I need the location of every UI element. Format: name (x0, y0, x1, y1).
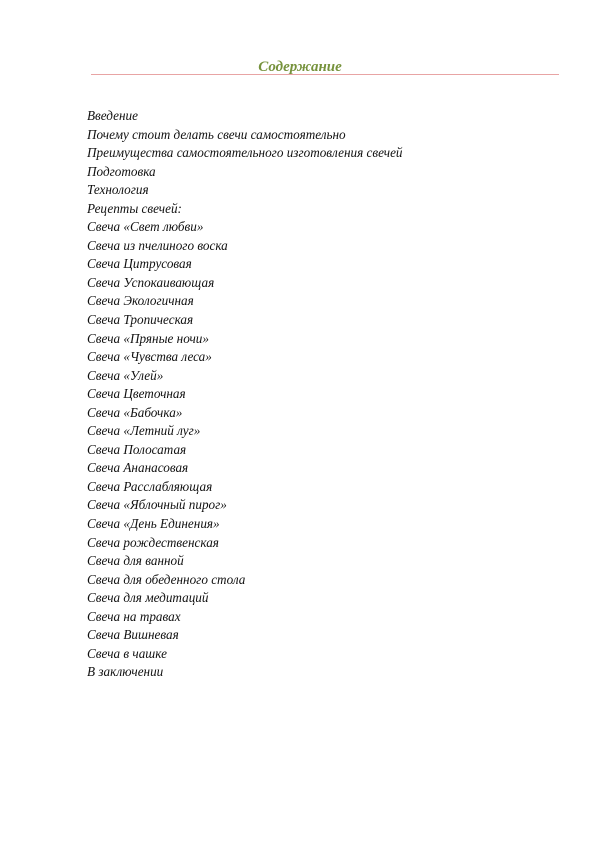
toc-item: Свеча «День Единения» (87, 516, 220, 532)
toc-item: Подготовка (87, 163, 156, 179)
title-underline (91, 74, 559, 75)
toc-item: Свеча «Яблочный пирог» (87, 497, 227, 513)
toc-item: Свеча в чашке (87, 645, 167, 661)
toc-item: Свеча для медитаций (87, 590, 209, 606)
toc-item: Свеча Цитрусовая (87, 256, 192, 272)
toc-item: Свеча «Чувства леса» (87, 349, 212, 365)
toc-item: Введение (87, 108, 138, 123)
toc-item: Технология (87, 182, 149, 198)
toc-item: Свеча для обеденного стола (87, 571, 246, 587)
page-title: Содержание (258, 59, 342, 75)
table-of-contents (87, 107, 403, 682)
toc-item: Свеча Вишневая (87, 627, 179, 643)
toc-item: Свеча для ванной (87, 553, 184, 569)
toc-item: Свеча Ананасовая (87, 460, 189, 476)
toc-item: Свеча «Улей» (87, 367, 164, 383)
toc-item: Почему стоит делать свечи самостоятельно (87, 126, 346, 142)
toc-item: Свеча «Пряные ночи» (87, 330, 209, 346)
toc-item: Свеча «Свет любви» (87, 219, 204, 235)
toc-item: Свеча «Бабочка» (87, 404, 183, 420)
toc-item: Свеча Полосатая (87, 441, 187, 457)
toc-item: Свеча на травах (87, 608, 181, 624)
toc-item: Свеча из пчелиного воска (87, 237, 228, 253)
toc-item: Свеча Тропическая (87, 312, 194, 328)
toc-item: В заключении (87, 664, 164, 680)
toc-item: Свеча Успокаивающая (87, 274, 215, 290)
toc-item: Свеча рождественская (87, 534, 219, 550)
toc-item: Свеча Расслабляющая (87, 478, 213, 494)
toc-item: Свеча Цветочная (87, 386, 186, 402)
toc-item: Свеча «Летний луг» (87, 423, 201, 439)
toc-item: Свеча Экологичная (87, 293, 194, 309)
toc-item: Преимущества самостоятельного изготовления свечей (87, 145, 403, 161)
toc-item: Рецепты свечей: (87, 200, 182, 216)
